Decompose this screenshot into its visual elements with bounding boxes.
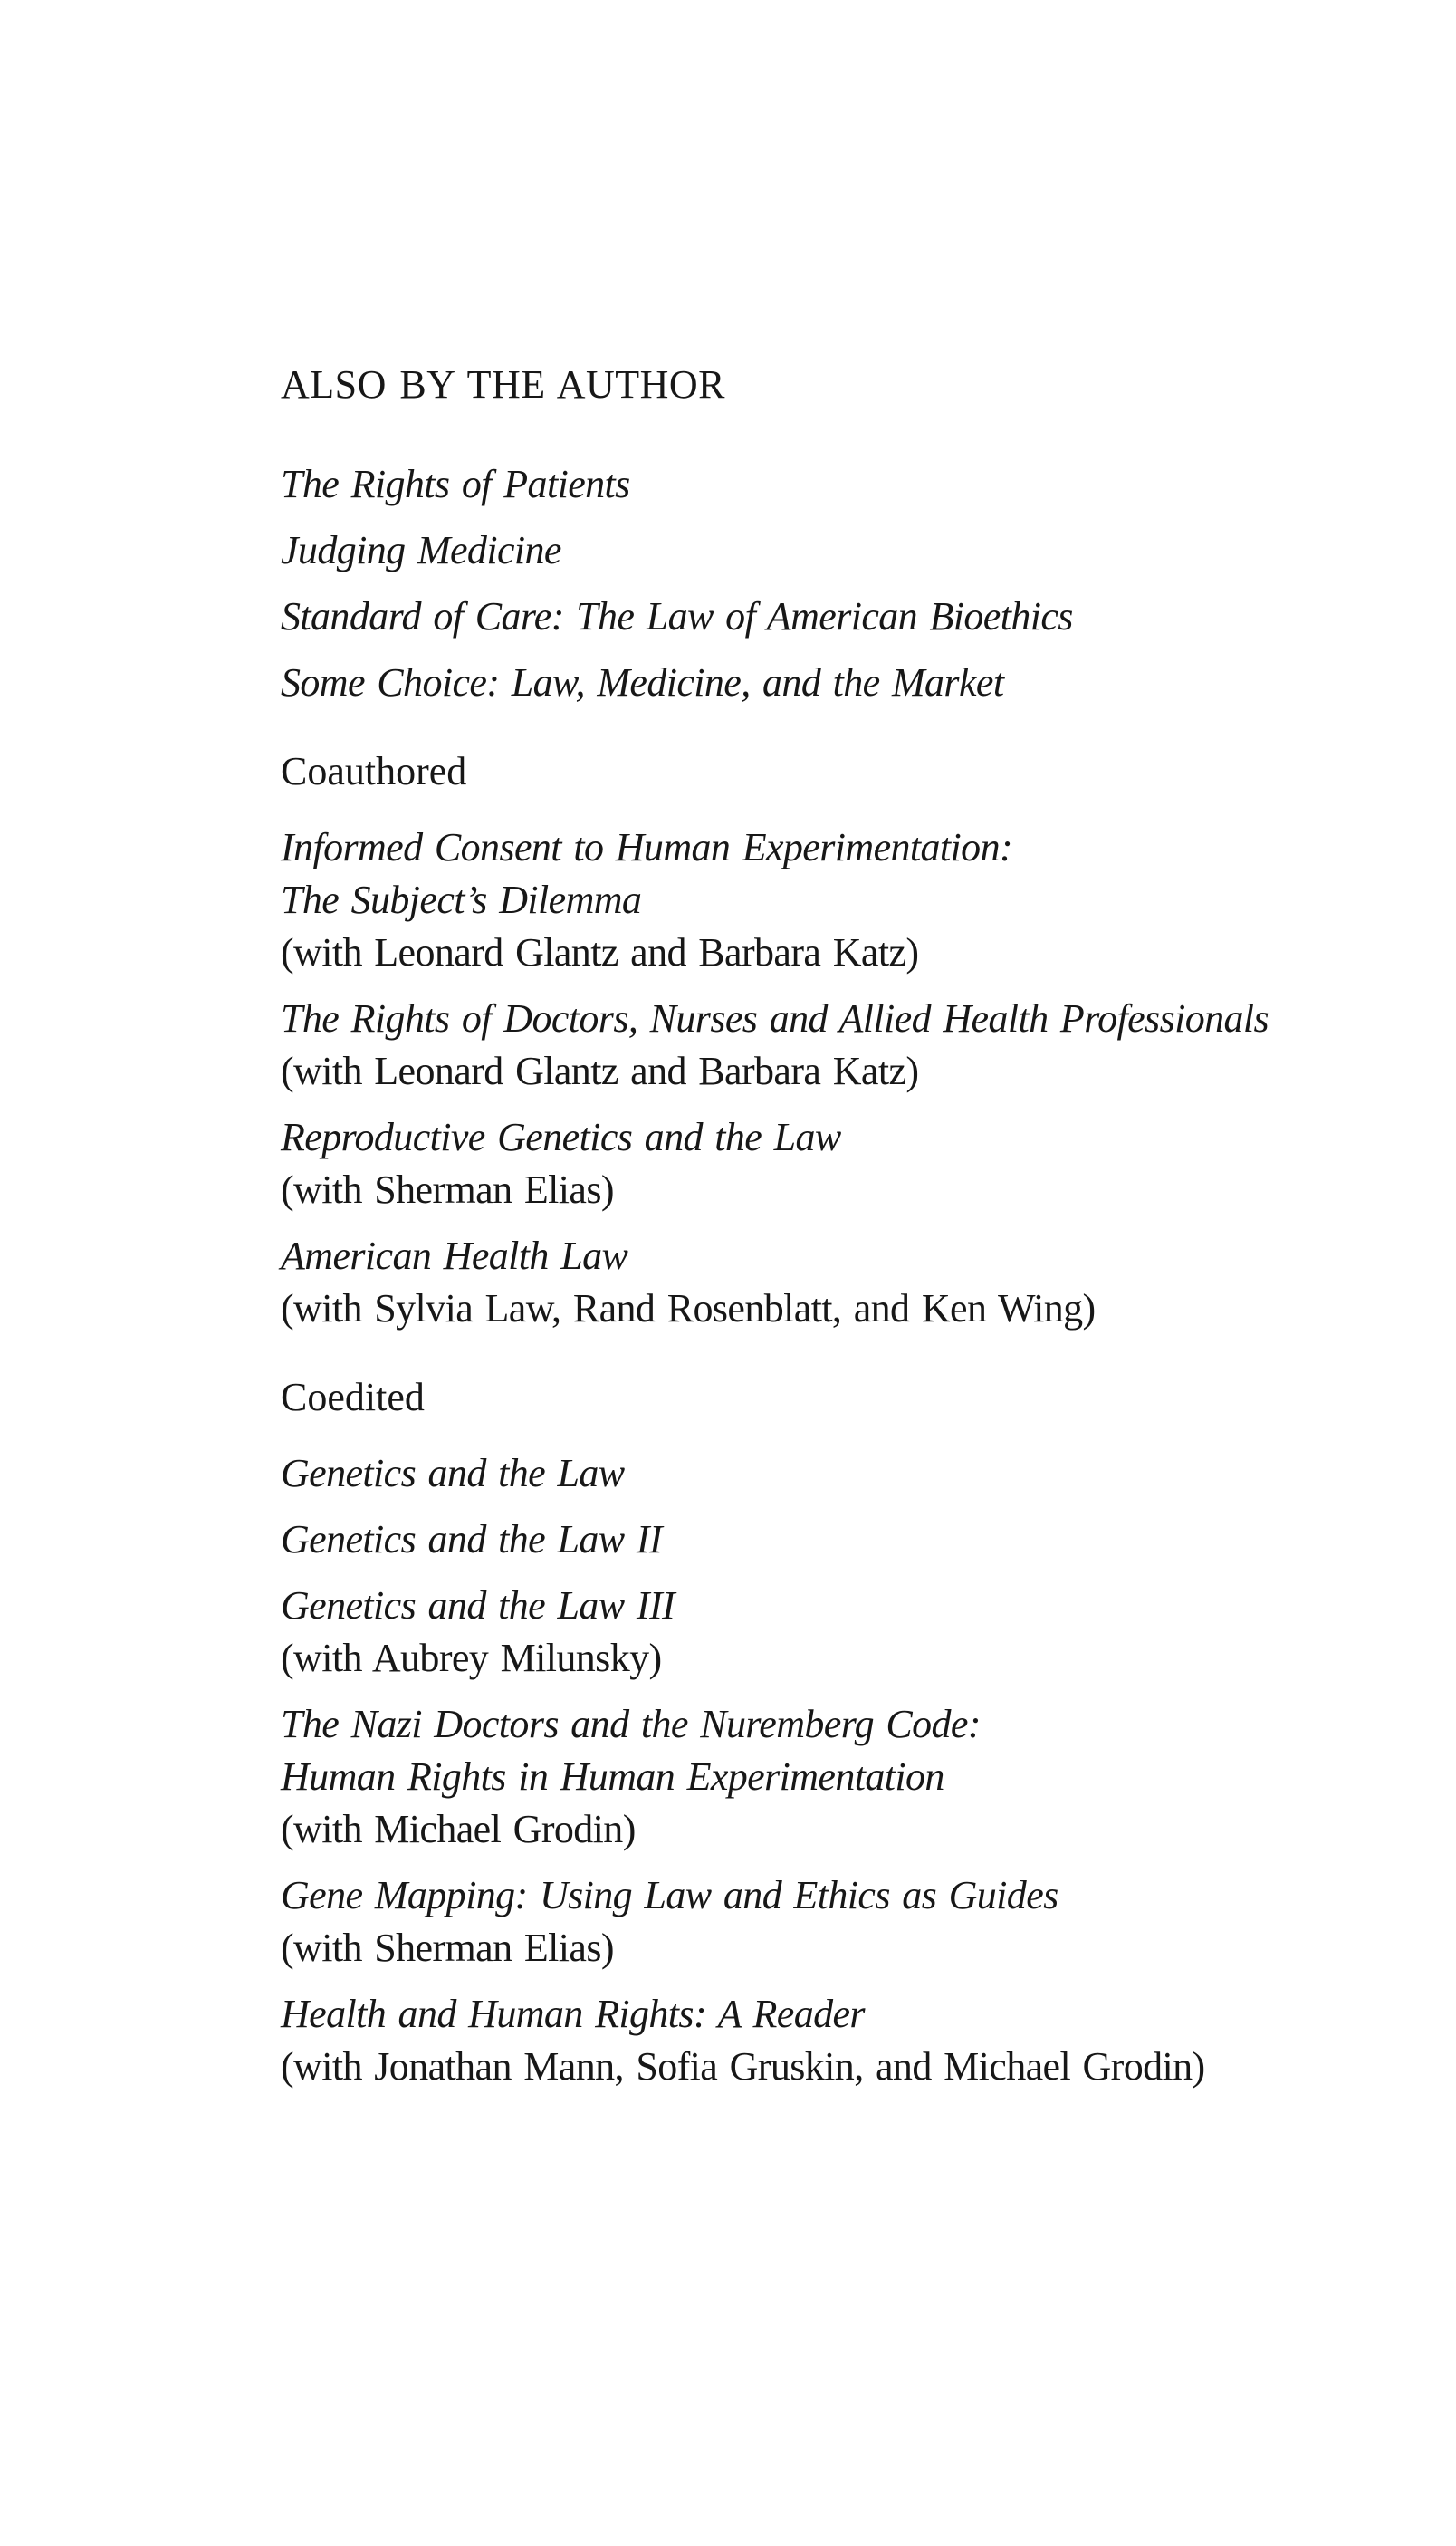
book-entry [281,1111,1347,1216]
credit-line: (with Sherman Elias) [281,1167,614,1212]
book-title-line: Health and Human Rights: A Reader [281,1992,865,2036]
credit-line: (with Jonathan Mann, Sofia Gruskin, and Michael Grodin) [281,2044,1205,2089]
section-heading-coauthored: Coauthored [281,749,467,793]
book-title-line: The Rights of Patients [281,462,630,506]
book-title-line: Genetics and the Law III [281,1583,675,1628]
credit-line: (with Sylvia Law, Rand Rosenblatt, and Ken Wing) [281,1286,1096,1331]
book-title-line: The Nazi Doctors and the Nuremberg Code: [281,1702,981,1746]
credit-line: (with Leonard Glantz and Barbara Katz) [281,930,919,975]
book-entry [281,1869,1347,1974]
book-entry [281,1513,1347,1566]
book-title-line: Genetics and the Law [281,1451,625,1495]
book-entry [281,458,1347,511]
book-title-line: Genetics and the Law II [281,1517,663,1561]
book-entry [281,657,1347,709]
book-title-line: Human Rights in Human Experimentation [281,1754,944,1799]
section-solo-works [281,458,1347,709]
section-coauthored [281,745,1347,1335]
credit-line: (with Michael Grodin) [281,1807,636,1851]
book-title-line: Some Choice: Law, Medicine, and the Market [281,660,1004,705]
section-heading-coedited: Coedited [281,1375,425,1419]
book-entry [281,1698,1347,1856]
section-coedited [281,1371,1347,2093]
book-entry [281,1580,1347,1685]
book-title-line: Reproductive Genetics and the Law [281,1115,841,1159]
book-entry [281,591,1347,643]
book-entry [281,993,1347,1098]
book-title-line: American Health Law [281,1234,628,1278]
book-entry [281,821,1347,979]
book-entry [281,524,1347,577]
book-title-line: Judging Medicine [281,528,561,572]
book-entry [281,1447,1347,1500]
book-entry [281,1988,1347,2093]
book-title-line: The Subject’s Dilemma [281,878,642,922]
book-entry [281,1230,1347,1335]
page-title: ALSO BY THE AUTHOR [281,362,726,407]
credit-line: (with Aubrey Milunsky) [281,1636,662,1680]
book-title-line: Standard of Care: The Law of American Bioethics [281,594,1073,639]
book-title-line: The Rights of Doctors, Nurses and Allied Health Professionals [281,996,1269,1041]
credit-line: (with Sherman Elias) [281,1926,614,1970]
book-title-line: Gene Mapping: Using Law and Ethics as Guides [281,1873,1058,1917]
credit-line: (with Leonard Glantz and Barbara Katz) [281,1049,919,1093]
book-title-line: Informed Consent to Human Experimentation: [281,825,1013,869]
